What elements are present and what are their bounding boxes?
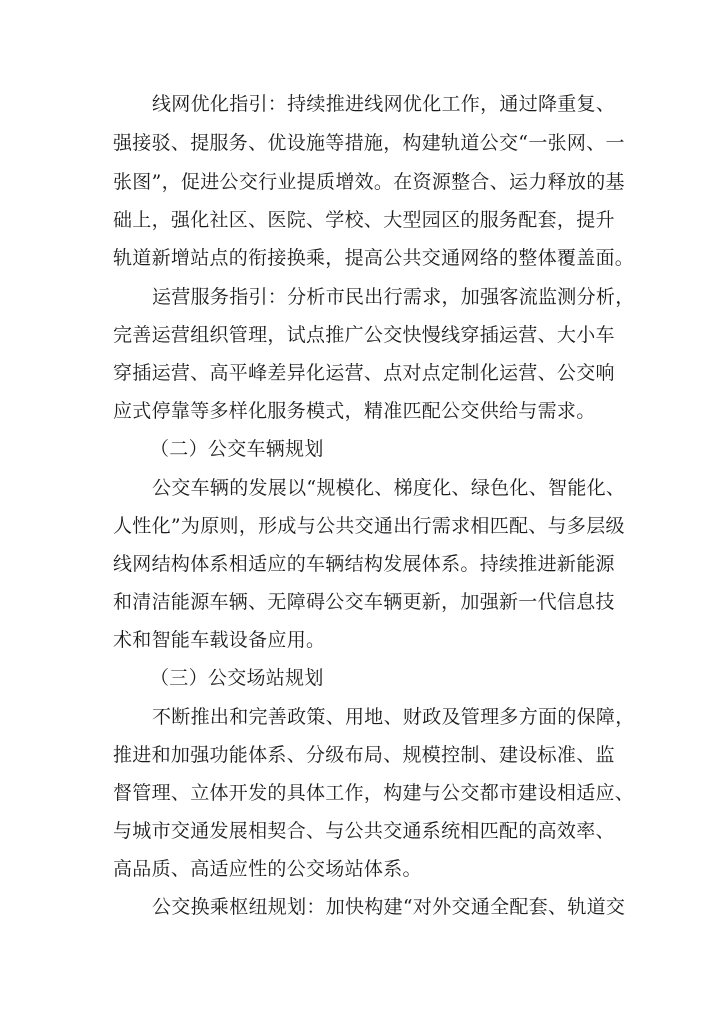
text-line: 轨道新增站点的衔接换乘，提高公共交通网络的整体覆盖面。 — [113, 247, 635, 269]
text-line: 不断推出和完善政策、用地、财政及管理多方面的保障， — [152, 706, 635, 728]
text-line: 线网结构体系相适应的车辆结构发展体系。持续推进新能源 — [113, 553, 615, 575]
text-line: 术和智能车载设备应用。 — [113, 629, 326, 651]
section-heading: （二）公交车辆规划 — [150, 438, 324, 460]
text-line: 应式停靠等多样化服务模式，精准匹配公交供给与需求。 — [113, 400, 596, 422]
text-line: 推进和加强功能体系、分级布局、规模控制、建设标准、监 — [113, 744, 615, 766]
text-line: 人性化”为原则，形成与公共交通出行需求相匹配、与多层级 — [113, 515, 625, 537]
text-line: 和清洁能源车辆、无障碍公交车辆更新，加强新一代信息技 — [113, 591, 615, 613]
text-line: 强接驳、提服务、优设施等措施，构建轨道公交“一张网、一 — [113, 132, 625, 154]
text-line: 公交换乘枢纽规划：加快构建“对外交通全配套、轨道交 — [152, 896, 626, 918]
text-line: 与城市交通发展相契合、与公共交通系统相匹配的高效率、 — [113, 820, 615, 842]
text-line: 完善运营组织管理，试点推广公交快慢线穿插运营、大小车 — [113, 324, 615, 346]
text-line: 张图”，促进公交行业提质增效。在资源整合、运力释放的基 — [113, 171, 625, 193]
text-line: 线网优化指引：持续推进线网优化工作，通过降重复、 — [152, 93, 616, 115]
text-line: 公交车辆的发展以“规模化、梯度化、绿色化、智能化、 — [152, 477, 626, 499]
text-line: 穿插运营、高平峰差异化运营、点对点定制化运营、公交响 — [113, 362, 615, 384]
text-line: 运营服务指引：分析市民出行需求，加强客流监测分析， — [152, 286, 635, 308]
text-line: 督管理、立体开发的具体工作，构建与公交都市建设相适应、 — [113, 782, 635, 804]
text-line: 高品质、高适应性的公交场站体系。 — [113, 858, 422, 880]
text-line: 础上，强化社区、医院、学校、大型园区的服务配套，提升 — [113, 209, 615, 231]
section-heading: （三）公交场站规划 — [150, 667, 324, 689]
